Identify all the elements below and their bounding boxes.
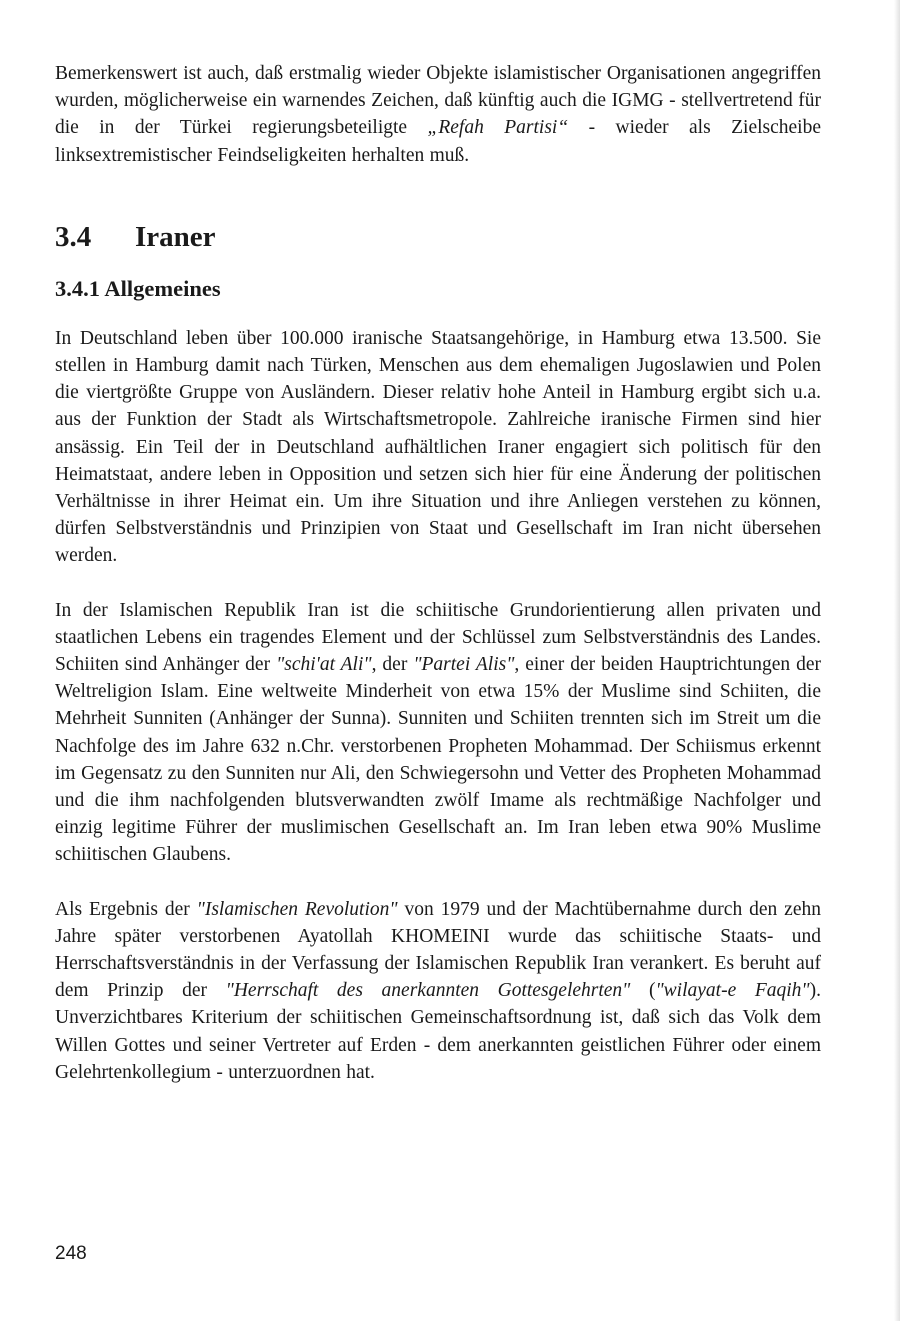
italic-term: "Herrschaft des anerkannten Gottesgelehrten": [225, 980, 631, 1002]
paragraph-text: ). Unverzichtbares Kriterium der schiitischen Gemeinschaftsordnung ist, daß sich das Volk dem Willen Gottes und seiner Vertreter auf Erden - dem anerkannten geistlichen Führer oder einem Gelehrtenkollegium - unterzuordnen hat.: [55, 980, 821, 1083]
section-number: 3.4: [55, 220, 92, 253]
page-number: 248: [55, 1243, 87, 1264]
paragraph-text: (: [630, 980, 656, 1002]
paragraph-text: Als Ergebnis der: [55, 898, 197, 920]
paragraph-igmg-note: [55, 60, 821, 169]
italic-term: "wilayat-e Faqih": [655, 980, 810, 1002]
paragraph-iranians-in-germany: In Deutschland leben über 100.000 iranische Staatsangehörige, in Hamburg etwa 13.500. Sie stellen in Hamburg damit nach Türken, Menschen aus dem ehemaligen Jugoslawien und Polen die viertgrößte Gruppe von Ausländern. Dieser relativ hohe Anteil in Hamburg ergibt sich u.a. aus der Funktion der Stadt als Wirtschaftsmetropole. Zahlreiche iranische Firmen sind hier ansässig. Ein Teil der in Deutschland aufhältlichen Iraner engagiert sich politisch für den Heimatstaat, andere leben in Opposition und setzen sich hier für eine Änderung der politischen Verhältnisse in ihrer Heimat ein. Um ihre Situation und ihre Anliegen verstehen zu können, dürfen Selbstverständnis und Prinzipien von Staat und Gesellschaft im Iran nicht übersehen werden.: [55, 327, 821, 567]
paragraph-text: von 1979 und der Machtübernahme durch den zehn Jahre später verstorbenen Ayatollah KHOMEINI wurde das schiitische Staats- und Herrschaftsverständnis in der Verfassung der Islamischen Republik Iran verankert. Es beruht auf dem Prinzip der: [55, 898, 821, 1002]
italic-term: "Partei Alis": [413, 654, 515, 676]
paragraph-text: Bemerkenswert ist auch, daß erstmalig wieder Objekte islamistischer Organisationen angegriffen wurden, möglicherweise ein warnendes Zeichen, daß künftig auch die IGMG - stellvertretend für die in der Türkei regierungsbeteiligte: [55, 63, 821, 139]
italic-term: „Refah Partisi“: [427, 117, 569, 139]
page-content: [55, 60, 821, 1086]
section-heading: [55, 217, 821, 257]
paragraph-text: , der: [371, 654, 414, 676]
paragraph-text: , einer der beiden Hauptrichtungen der Weltreligion Islam. Eine weltweite Minderheit von etwa 15% der Muslime sind Schiiten, die Mehrheit Sunniten (Anhänger der Sunna). Sunniten und Schiiten trennten sich im Streit um die Nachfolge des im Jahre 632 n.Chr. verstorbenen Propheten Mohammad. Der Schiismus erkennt im Gegensatz zu den Sunniten nur Ali, den Schwiegersohn und Vetter des Propheten Mohammad und die ihm nachfolgenden blutsverwandten zwölf Imame als rechtmäßige Nachfolger und einzig legitime Führer der muslimischen Gesellschaft an. Im Iran leben etwa 90% Muslime schiitischen Glaubens.: [55, 654, 822, 866]
paragraph-text: - wieder als Zielscheibe linksextremistischer Feindseligkeiten herhalten muß.: [55, 117, 821, 166]
page-edge-shadow: [894, 0, 900, 1321]
italic-term: "schi'at Ali": [276, 654, 372, 676]
paragraph-islamic-revolution: [55, 896, 821, 1086]
italic-term: "Islamischen Revolution": [196, 898, 398, 920]
subsection-heading: 3.4.1 Allgemeines: [55, 275, 221, 301]
section-title: Iraner: [135, 220, 216, 253]
paragraph-text: In der Islamischen Republik Iran ist die schiitische Grundorientierung allen privaten und staatlichen Lebens ein tragendes Element und der Schlüssel zum Selbstverständnis des Landes. Schiiten sind Anhänger der: [55, 599, 821, 676]
paragraph-shiite-orientation: [55, 597, 821, 869]
